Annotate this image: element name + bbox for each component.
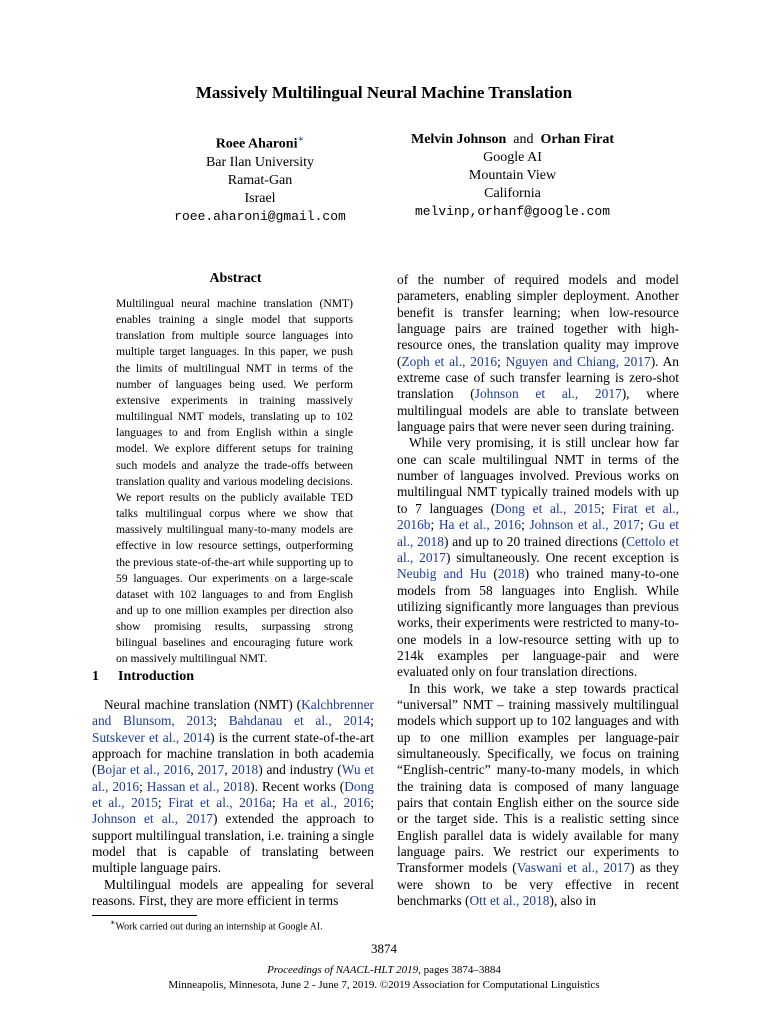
author-name: Melvin Johnson	[410, 132, 507, 147]
citation-link[interactable]: Dong et al., 2015	[495, 500, 601, 516]
footnote-mark: ∗	[110, 918, 116, 927]
text-run: ;	[370, 713, 374, 729]
paragraph	[397, 435, 679, 680]
citation-link[interactable]: Firat et al., 2016b	[397, 500, 679, 533]
citation-link[interactable]: Bahdanau et al., 2014	[228, 713, 371, 729]
text-run: ) extended the approach to support multilingual translation, i.e. training a single model that is capable of translating between multiple language pairs.	[92, 811, 374, 876]
citation-link[interactable]: Wu et al., 2016	[92, 762, 374, 794]
text-run: of the number of required models and model parameters, enabling simpler deployment. Another benefit is transfer learning; when low-resource language pairs are trained together with high-resource ones, the translation quality may improve (	[397, 272, 679, 369]
author-name: Roee Aharoni	[215, 136, 298, 152]
author-name: Orhan Firat	[540, 132, 615, 147]
author-email: roee.aharoni@gmail.com	[174, 208, 346, 224]
citation-link[interactable]: Gu et al., 2018	[397, 517, 679, 549]
text-run: ) simultaneously. One recent exception is	[445, 549, 679, 565]
citation-link[interactable]: Kalchbrenner and Blunsom, 2013	[92, 697, 374, 729]
citation-link[interactable]: Vaswani et al., 2017	[516, 860, 631, 876]
text-run: ) and industry (	[258, 762, 342, 778]
citation-link[interactable]: Ott et al., 2018	[469, 893, 550, 909]
footnote-rule	[92, 915, 197, 916]
page-number: 3874	[371, 941, 397, 956]
text-run: ,	[224, 762, 232, 778]
affiliation-line: Israel	[244, 190, 276, 206]
author-email: melvinp,orhanf@google.com	[414, 204, 611, 219]
footnote-text: Work carried out during an internship at Google AI.	[115, 921, 323, 933]
citation-link[interactable]: Bojar et al., 2016	[96, 762, 191, 778]
text-run: ;	[600, 500, 613, 516]
footnote	[110, 918, 380, 932]
text-run: ;	[430, 517, 439, 533]
text-run: ;	[157, 795, 169, 811]
citation-link[interactable]: Johnson et al., 2017	[474, 386, 622, 402]
text-run: While very promising, it is still unclear how far one can scale multilingual NMT in terms of the number of languages involved. Previous works on multilingual NMT typically trained models with up to 7 languages (	[397, 435, 679, 516]
text-run: ;	[640, 517, 649, 533]
affiliation-line: California	[484, 186, 541, 201]
citation-link[interactable]: Nguyen and Chiang, 2017	[505, 353, 651, 369]
citation-link[interactable]: Johnson et al., 2017	[92, 811, 213, 827]
text-run: ) as they were shown to be very effective in recent benchmarks (	[397, 860, 679, 909]
author-block-right	[385, 131, 640, 221]
paragraph: Multilingual models are appealing for several reasons. First, they are more efficient in terms	[92, 876, 374, 909]
author-block-left	[145, 131, 375, 226]
left-column-body	[92, 697, 374, 909]
paragraph	[397, 272, 679, 435]
affiliation-line: Google AI	[483, 150, 542, 165]
footnote-mark[interactable]: ∗	[297, 134, 305, 145]
text-run: ;	[271, 795, 283, 811]
text-run: Neural machine translation (NMT) (	[104, 697, 302, 712]
citation-link[interactable]: Dong et al., 2015	[92, 778, 374, 811]
affiliation-line: Ramat-Gan	[227, 172, 293, 188]
citation-link[interactable]: Johnson et al., 2017	[529, 517, 640, 533]
citation-link[interactable]: Firat et al., 2016a	[168, 795, 272, 811]
text-run: ;	[213, 713, 229, 729]
proceedings-pages: , pages 3874–3884	[418, 964, 501, 976]
affiliation-line: Mountain View	[468, 168, 557, 183]
text-run: ;	[370, 795, 374, 811]
text-run: ). An extreme case of such transfer learning is zero-shot translation (	[397, 353, 679, 402]
text-run: (	[486, 566, 498, 582]
paragraph	[92, 697, 374, 877]
citation-link[interactable]: 2018	[231, 762, 259, 778]
text-run: ), where multilingual models are able to translate between language pairs that were never seen during training.	[397, 386, 679, 435]
affiliation-line: Bar Ilan University	[205, 154, 315, 170]
citation-link[interactable]: Cettolo et al., 2017	[397, 533, 679, 565]
citation-link[interactable]: Sutskever et al., 2014	[92, 729, 211, 745]
text-run: ,	[190, 762, 198, 778]
text-run: ) is the current state-of-the-art approach for machine translation in both academia (	[92, 729, 374, 778]
section-number: 1	[92, 669, 99, 684]
text-run: ;	[521, 517, 530, 533]
abstract-text: Multilingual neural machine translation (NMT) enables training a single model that supports translation from multiple source languages into multiple target languages. In this paper, we push the limits of multilingual NMT in terms of the number of languages being used. We perform extensive experiments in training massively multilingual NMT models, translating up to 102 languages to and from English within a single model. We explore different setups for training such models and analyze the trade-offs between translation quality and various modeling decisions. We report results on the publicly available TED talks multilingual corpus where we show that massively multilingual many-to-many models are effective in low resource settings, outperforming the previous state-of-the-art while supporting up to 59 languages. Our experiments on a large-scale dataset with 102 languages to and from English and up to one million examples per direction also show promising results, surpassing strong bilingual baselines and encouraging future work on massively multilingual NMT.	[116, 297, 353, 666]
right-column-body	[397, 272, 679, 909]
text-run: ) who trained many-to-one models from 58 languages into English. While utilizing significantly more languages than previous works, their experiments were restricted to many-to-one models in a low-resource setting with up to 214k examples per language-pair and were evaluated only on four translation directions.	[397, 566, 679, 680]
text-run: In this work, we take a step towards practical “universal” NMT – training massively multilingual models which support up to 102 languages and with up to one million examples per language-pair simultaneously. Specifically, we focus on training “English-centric” many-to-many models, in which the training data is composed of many language pairs that contain English either on the source side or the target side. This is a realistic setting since English parallel data is widely available for many language pairs. We restrict our experiments to Transformer models (	[397, 680, 679, 876]
citation-link[interactable]: Zoph et al., 2016	[401, 353, 498, 369]
citation-link[interactable]: Neubig and Hu	[397, 566, 487, 582]
citation-link[interactable]: Ha et al., 2016	[438, 517, 522, 533]
paper-title: Massively Multilingual Neural Machine Translation	[195, 83, 573, 102]
citation-link[interactable]: 2017	[197, 762, 225, 778]
citation-link[interactable]: Hassan et al., 2018	[146, 778, 251, 794]
section-heading-introduction	[92, 669, 372, 685]
citation-link[interactable]: Ha et al., 2016	[282, 795, 371, 811]
author-conjunction: and	[513, 132, 534, 147]
section-title: Introduction	[118, 669, 194, 684]
text-run: ;	[139, 778, 147, 794]
text-run: ), also in	[549, 893, 596, 909]
paragraph	[397, 681, 679, 910]
text-run: ). Recent works (	[250, 778, 345, 794]
proceedings-footer	[0, 963, 768, 993]
proceedings-venue: Proceedings of NAACL-HLT 2019	[267, 964, 419, 976]
text-run: ) and up to 20 trained directions (	[443, 533, 627, 549]
proceedings-location: Minneapolis, Minnesota, June 2 - June 7, 2019. ©2019 Association for Computational Linguistics	[168, 979, 600, 991]
abstract-heading: Abstract	[209, 271, 262, 286]
citation-link[interactable]: 2018	[497, 566, 525, 582]
text-run: ;	[497, 353, 506, 369]
